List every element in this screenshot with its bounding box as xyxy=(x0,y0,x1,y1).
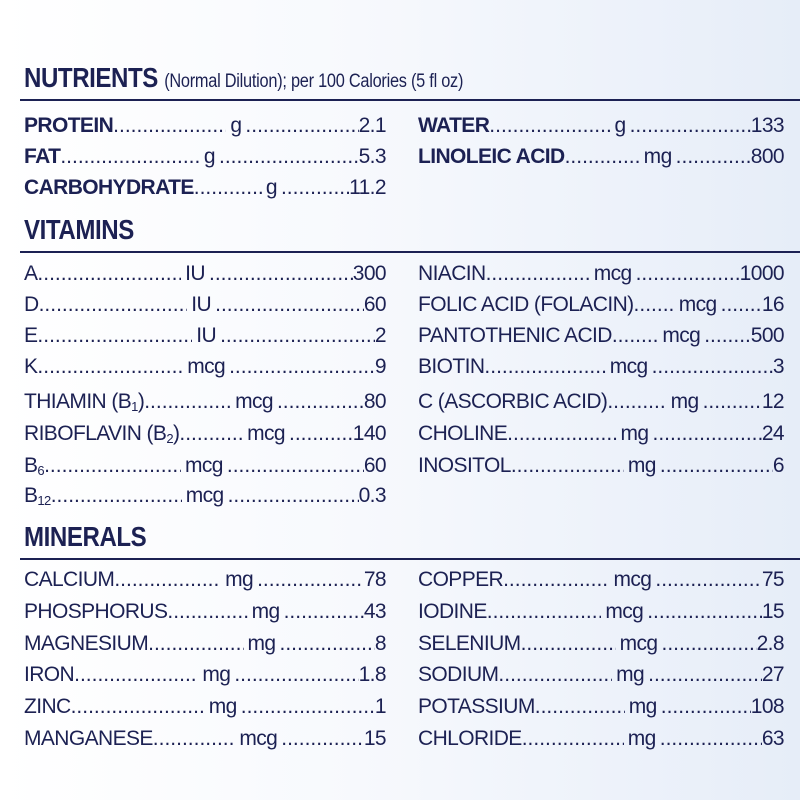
vitamin-value: 0.3 xyxy=(358,484,386,507)
mineral-row-chloride xyxy=(418,726,784,752)
vitamin-name: C (ASCORBIC ACID) xyxy=(418,390,608,413)
nutrient-row-fat xyxy=(24,144,386,170)
vitamin-unit: mcg xyxy=(185,454,223,477)
mineral-value: 27 xyxy=(761,663,784,686)
mineral-row-potassium xyxy=(418,694,784,720)
vitamin-row-a xyxy=(24,261,386,287)
vitamin-unit: mcg xyxy=(187,355,226,378)
vitamin-name: A xyxy=(24,262,38,285)
mineral-name: PHOSPHORUS xyxy=(24,600,168,623)
nutrient-unit: g xyxy=(265,176,277,199)
vitamin-unit: IU xyxy=(196,324,217,347)
vitamin-row-thiamin xyxy=(24,389,386,420)
mineral-unit: mg xyxy=(202,663,231,686)
mineral-unit: mg xyxy=(251,600,280,623)
mineral-value: 78 xyxy=(363,568,386,591)
mineral-unit: mg xyxy=(247,632,276,655)
mineral-unit: mcg xyxy=(605,600,644,623)
vitamin-name: $B_{12}$ xyxy=(24,484,51,508)
nutrient-name: FAT xyxy=(24,145,61,168)
mineral-name: POTASSIUM xyxy=(418,695,535,718)
nutrient-name: WATER xyxy=(418,114,490,137)
vitamin-unit: mg xyxy=(670,390,699,413)
vitamin-unit: mcg xyxy=(235,390,273,413)
vitamin-value: 500 xyxy=(750,324,784,347)
minerals-divider xyxy=(20,558,800,560)
vitamin-value: 60 xyxy=(363,293,386,316)
mineral-unit: mcg xyxy=(613,568,652,591)
vitamin-value: 12 xyxy=(761,390,784,413)
mineral-row-zinc xyxy=(24,694,386,720)
vitamin-unit: IU xyxy=(185,262,205,285)
vitamin-value: 2 xyxy=(374,324,386,347)
mineral-value: 63 xyxy=(761,727,784,750)
mineral-unit: mcg xyxy=(619,632,658,655)
vitamin-name: INOSITOL xyxy=(418,454,511,477)
mineral-unit: mg xyxy=(628,695,657,718)
vitamins-title: VITAMINS xyxy=(24,214,134,245)
vitamin-unit: mcg xyxy=(678,293,717,316)
minerals-title: MINERALS xyxy=(24,521,147,552)
mineral-unit: mg xyxy=(627,727,656,750)
mineral-row-magnesium xyxy=(24,631,386,657)
vitamin-row-riboflavin xyxy=(24,421,386,452)
mineral-name: ZINC xyxy=(24,695,71,718)
mineral-name: MANGANESE xyxy=(24,727,153,750)
vitamin-unit: mcg xyxy=(609,355,648,378)
nutrient-value: 11.2 xyxy=(349,176,386,199)
vitamin-name: BIOTIN xyxy=(418,355,485,378)
vitamin-name: CHOLINE xyxy=(418,422,508,445)
vitamin-name: $B_6$ xyxy=(24,454,45,478)
vitamin-value: 300 xyxy=(352,262,386,285)
vitamin-name: THIAMIN $(B_1)$ xyxy=(24,390,145,414)
mineral-unit: mg xyxy=(225,568,254,591)
vitamin-unit: mcg xyxy=(247,422,285,445)
vitamin-name: PANTOTHENIC ACID xyxy=(418,324,612,347)
vitamin-row-choline xyxy=(418,421,784,447)
mineral-value: 43 xyxy=(363,600,386,623)
vitamin-row-niacin xyxy=(418,261,784,287)
vitamin-unit: mcg xyxy=(593,262,632,285)
nutrient-value: 5.3 xyxy=(358,145,386,168)
vitamin-row-ascorbic-acid xyxy=(418,389,784,415)
nutrients-heading xyxy=(24,62,463,94)
mineral-value: 1.8 xyxy=(358,663,386,686)
nutrient-row-protein xyxy=(24,113,386,139)
vitamin-row-pantothenic-acid xyxy=(418,323,784,349)
mineral-name: SODIUM xyxy=(418,663,499,686)
vitamin-unit: mg xyxy=(620,422,649,445)
nutrients-title: NUTRIENTS xyxy=(24,62,158,93)
mineral-unit: mg xyxy=(208,695,237,718)
nutrient-name: PROTEIN xyxy=(24,114,114,137)
mineral-name: CHLORIDE xyxy=(418,727,522,750)
vitamin-name: E xyxy=(24,324,38,347)
vitamin-row-b12 xyxy=(24,483,386,514)
nutrient-unit: mg xyxy=(643,145,672,168)
vitamin-row-inositol xyxy=(418,453,784,479)
mineral-value: 75 xyxy=(761,568,784,591)
mineral-value: 2.8 xyxy=(756,632,784,655)
mineral-value: 108 xyxy=(750,695,784,718)
vitamin-value: 60 xyxy=(363,454,386,477)
nutrient-name: LINOLEIC ACID xyxy=(418,145,565,168)
nutrient-row-linoleic-acid xyxy=(418,144,784,170)
vitamin-value: 24 xyxy=(761,422,784,445)
mineral-name: SELENIUM xyxy=(418,632,521,655)
nutrient-unit: g xyxy=(203,145,215,168)
mineral-row-sodium xyxy=(418,662,784,688)
vitamin-value: 140 xyxy=(352,422,386,445)
nutrient-value: 2.1 xyxy=(358,114,386,137)
vitamin-name: FOLIC ACID (FOLACIN) xyxy=(418,293,634,316)
nutrient-row-carbohydrate xyxy=(24,175,386,201)
vitamin-value: 9 xyxy=(374,355,386,378)
mineral-name: MAGNESIUM xyxy=(24,632,149,655)
vitamin-row-folic-acid xyxy=(418,292,784,318)
nutrient-row-water xyxy=(418,113,784,139)
mineral-row-selenium xyxy=(418,631,784,657)
mineral-unit: mg xyxy=(616,663,645,686)
vitamin-unit: IU xyxy=(191,293,212,316)
vitamin-name: K xyxy=(24,355,38,378)
vitamin-value: 6 xyxy=(772,454,784,477)
mineral-row-copper xyxy=(418,567,784,593)
vitamin-name: D xyxy=(24,293,39,316)
vitamin-value: 1000 xyxy=(739,262,784,285)
vitamin-value: 80 xyxy=(363,390,386,413)
vitamin-row-d xyxy=(24,292,386,318)
vitamin-row-e xyxy=(24,323,386,349)
mineral-value: 15 xyxy=(363,727,386,750)
minerals-heading xyxy=(24,521,146,553)
vitamin-row-b6 xyxy=(24,453,386,484)
vitamin-row-k xyxy=(24,354,386,380)
vitamin-unit: mcg xyxy=(662,324,701,347)
nutrient-unit: g xyxy=(614,114,626,137)
vitamin-value: 16 xyxy=(761,293,784,316)
vitamin-name: RIBOFLAVIN $(B_2)$ xyxy=(24,422,180,446)
vitamin-unit: mcg xyxy=(185,484,224,507)
nutrients-divider xyxy=(20,99,800,101)
nutrient-name: CARBOHYDRATE xyxy=(24,176,194,199)
mineral-row-iodine xyxy=(418,599,784,625)
mineral-unit: mcg xyxy=(239,727,278,750)
vitamin-row-biotin xyxy=(418,354,784,380)
vitamins-divider xyxy=(20,251,800,253)
mineral-value: 1 xyxy=(374,695,386,718)
mineral-row-phosphorus xyxy=(24,599,386,625)
mineral-value: 8 xyxy=(374,632,386,655)
mineral-row-manganese xyxy=(24,726,386,752)
nutrient-value: 800 xyxy=(750,145,784,168)
vitamin-name: NIACIN xyxy=(418,262,486,285)
mineral-name: CALCIUM xyxy=(24,568,115,591)
nutrients-subtitle: (Normal Dilution); per 100 Calories (5 fl oz) xyxy=(164,71,464,92)
mineral-row-iron xyxy=(24,662,386,688)
nutrient-value: 133 xyxy=(750,114,784,137)
mineral-value: 15 xyxy=(761,600,784,623)
mineral-name: IRON xyxy=(24,663,75,686)
mineral-name: COPPER xyxy=(418,568,504,591)
vitamin-value: 3 xyxy=(772,355,784,378)
mineral-name: IODINE xyxy=(418,600,487,623)
vitamins-heading xyxy=(24,214,134,246)
vitamin-unit: mg xyxy=(627,454,656,477)
mineral-row-calcium xyxy=(24,567,386,593)
nutrient-unit: g xyxy=(230,114,242,137)
